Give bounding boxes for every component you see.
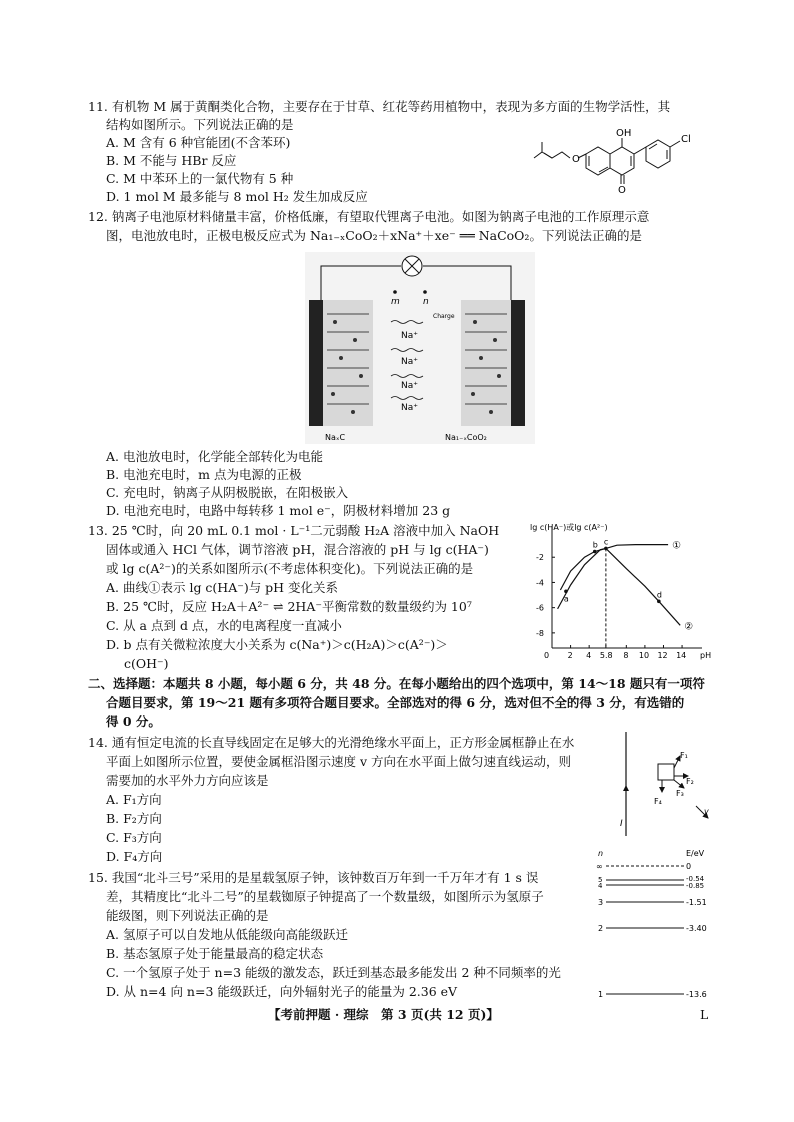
point-label-b: b [592,540,598,550]
q13-stem-line2: 固体或通入 HCl 气体，调节溶液 pH，混合溶液的 pH 与 lg c(HA⁻) [106,542,489,557]
q15-level-inf-e: 0 [686,862,692,871]
q13-option-a: A. 曲线①表示 lg c(HA⁻)与 pH 变化关系 [106,580,339,595]
q14-option-b: B. F₂方向 [106,811,162,826]
x-tick-label: 12 [657,651,668,660]
q15-e-header: E/eV [686,849,705,858]
q12-stem-line2: 图，电池放电时，正极电极反应式为 Na₁₋ₓCoO₂＋xNa⁺＋xe⁻ ══ NaCoO₂。下列说法正确的是 [106,228,642,243]
q14-f4-label: F₄ [654,797,662,806]
q14-f1-label: F₁ [680,751,688,760]
q12-na-ion-2: Na⁺ [401,357,418,367]
q11-cl-label: Cl [681,134,691,145]
q14-stem-line2: 平面上如图所示位置，要使金属框沿图示速度 v 方向在水平面上做匀速直线运动，则 [106,754,572,769]
y-tick-label: -6 [536,603,544,613]
q15-level-inf-n: ∞ [596,862,603,871]
q13-option-d: D. b 点有关微粒浓度大小关系为 c(Na⁺)＞c(H₂A)＞c(A²⁻)＞ [106,637,448,652]
origin-label: 0 [544,651,550,660]
q15-level-3-n: 3 [598,898,604,907]
q15-energy-level-figure [594,846,714,1002]
chart-xlabel: pH [700,651,712,660]
q12-battery-figure [305,252,535,444]
point-label-a: a [563,594,569,604]
x-tick-label: 2 [567,651,573,660]
x-tick-label: 4 [586,651,592,660]
y-tick-label: -4 [536,578,544,588]
q11-option-c: C. M 中苯环上的一氯代物有 5 种 [106,171,294,186]
x-tick-label: 8 [623,651,629,660]
q13-stem-line3: 或 lg c(A²⁻)的关系如图所示(不考虑体积变化)。下列说法正确的是 [106,561,474,576]
q12-na-ion-1: Na⁺ [401,331,418,341]
series-line-2 [560,548,680,625]
point-label-c: c [603,537,609,547]
q15-level-5-n: 5 [598,876,603,884]
q12-option-a: A. 电池放电时，化学能全部转化为电能 [106,449,323,464]
point-b [593,550,597,554]
q12-left-electrode-label: NaₓC [325,433,346,442]
q15-stem-line2: 差，其精度比“北斗二号”的星载铷原子钟提高了一个数量级，如图所示为氢原子 [106,889,544,904]
q14-stem-line1: 14. 通有恒定电流的长直导线固定在足够大的光滑绝缘水平面上，正方形金属框静止在水 [88,735,575,750]
q15-n-header: n [598,849,604,858]
q11-ketone-o: O [618,185,626,194]
q15-level-4-e: -0.85 [686,882,705,890]
series-label-2: ② [684,621,694,633]
q12-n-label: n [423,297,429,307]
q11-option-b: B. M 不能与 HBr 反应 [106,153,237,168]
series-line-1 [558,545,669,609]
point-label-d: d [656,590,662,600]
q12-right-electrode-label: Na₁₋ₓCoO₂ [445,433,487,442]
q13-option-c: C. 从 a 点到 d 点，水的电离程度一直减小 [106,618,342,633]
q15-level-1-e: -13.6 [686,990,707,999]
q15-stem-line1: 15. 我国“北斗三号”采用的是星载氢原子钟，该钟数百万年到一千万年才有 1 s 误 [88,870,539,885]
q15-level-5-e: -0.54 [686,875,705,883]
x-tick-label: 5.8 [599,651,613,660]
x-tick-label: 14 [676,651,687,660]
y-tick-label: -2 [536,553,544,563]
q14-f2-label: F₂ [686,777,694,786]
q13-option-b: B. 25 ℃时，反应 H₂A＋A²⁻ ⇌ 2HA⁻平衡常数的数量级约为 10⁷ [106,599,472,614]
point-c [604,547,608,551]
q14-current-label: I [620,819,623,829]
q14-option-d: D. F₄方向 [106,849,163,864]
point-a [564,589,568,593]
q14-velocity-label: v [704,807,709,816]
q12-option-d: D. 电池充电时，电路中每转移 1 mol e⁻，阴极材料增加 23 g [106,503,451,518]
q15-level-4-n: 4 [598,882,603,890]
q11-ether-o: O [572,154,580,165]
q12-na-ion-3: Na⁺ [401,381,418,391]
point-d [657,600,661,604]
q13-chart [528,520,714,670]
q15-level-2-n: 2 [598,924,604,933]
q14-figure [618,728,714,840]
q13-option-d-cont: c(OH⁻) [124,656,169,671]
q15-option-b: B. 基态氢原子处于能量最高的稳定状态 [106,946,324,961]
q14-stem-line3: 需要加的水平外力方向应该是 [106,773,269,788]
page-footer: 【考前押题 · 理综 第 3 页(共 12 页)】 [268,1007,499,1022]
q15-level-1-n: 1 [598,990,604,999]
q14-f3-label: F₃ [676,789,684,798]
q11-stem-line2: 结构如图所示。下列说法正确的是 [106,117,294,132]
x-tick-label: 10 [638,651,650,660]
q11-option-a: A. M 含有 6 种官能团(不含苯环) [106,135,291,150]
q12-option-b: B. 电池充电时，m 点为电源的正极 [106,467,302,482]
section2-line1: 二、选择题：本题共 8 小题，每小题 6 分，共 48 分。在每小题给出的四个选项中，第 14～18 题只有一项符 [88,676,705,691]
chart-ylabel: lg c(HA⁻)或lg c(A²⁻) [530,523,608,532]
q11-option-d: D. 1 mol M 最多能与 8 mol H₂ 发生加成反应 [106,189,368,204]
q15-level-3-e: -1.51 [686,898,707,907]
q11-structure-figure [530,122,720,194]
q13-stem-line1: 13. 25 ℃时，向 20 mL 0.1 mol · L⁻¹二元弱酸 H₂A 溶液中加入 NaOH [88,523,500,538]
q14-option-c: C. F₃方向 [106,830,162,845]
q11-stem-line1: 11. 有机物 M 属于黄酮类化合物，主要存在于甘草、红花等药用植物中，表现为多方面的生物学活性，其 [88,99,671,114]
q15-stem-line3: 能级图，则下列说法正确的是 [106,908,269,923]
q15-option-c: C. 一个氢原子处于 n=3 能级的激发态，跃迁到基态最多能发出 2 种不同频率的光 [106,965,561,980]
q12-charge-label: Charge [433,313,455,320]
y-tick-label: -8 [536,628,544,638]
q15-option-a: A. 氢原子可以自发地从低能级向高能级跃迁 [106,927,348,942]
page-footer-mark: L [700,1007,709,1022]
q12-na-ion-4: Na⁺ [401,403,418,413]
q15-level-2-e: -3.40 [686,924,707,933]
q14-option-a: A. F₁方向 [106,792,162,807]
q12-option-c: C. 充电时，钠离子从阴极脱嵌，在阳极嵌入 [106,485,349,500]
section2-line2: 合题目要求，第 19～21 题有多项符合题目要求。全部选对的得 6 分，选对但不全的得 3 分，有选错的 [106,695,685,710]
q12-stem-line1: 12. 钠离子电池原材料储量丰富，价格低廉，有望取代锂离子电池。如图为钠离子电池的工作原理示意 [88,209,650,224]
section2-line3: 得 0 分。 [106,714,161,729]
q15-option-d: D. 从 n=4 向 n=3 能级跃迁，向外辐射光子的能量为 2.36 eV [106,984,458,999]
series-label-1: ① [672,540,682,552]
q12-m-label: m [391,297,400,307]
q11-oh-label: OH [616,128,632,139]
